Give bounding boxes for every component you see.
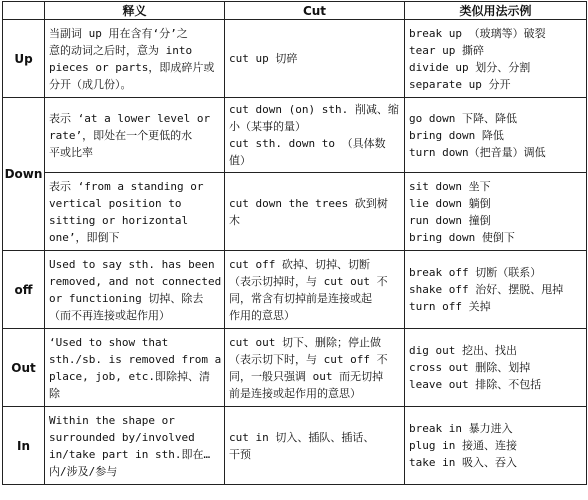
- meaning-line: sth./sb. is removed from a: [49, 352, 222, 366]
- similar-line: turn off 关掉: [409, 300, 491, 313]
- vocabulary-table-container: [2, 1, 586, 485]
- cut-line: （表示切掉时，与 cut out 不: [229, 274, 388, 288]
- meaning-line: pieces or parts，即成碎片或: [49, 60, 215, 74]
- cut-line: 值）: [229, 154, 251, 167]
- similar-line: take in 吸入、吞入: [409, 456, 517, 469]
- similar-line: dig out 挖出、找出: [409, 344, 517, 357]
- similar-line: break in 暴力进入: [409, 422, 513, 435]
- particle-off: off: [3, 251, 45, 329]
- cut-cell-up: [225, 20, 405, 98]
- meaning-line: 内/涉及/参与: [49, 464, 118, 478]
- row-down-1: [3, 98, 587, 173]
- meaning-cell-out: [45, 329, 225, 407]
- meaning-cell-down-2: [45, 173, 225, 251]
- header-similar: 类似用法示例: [405, 2, 587, 20]
- similar-cell-off: [405, 251, 587, 329]
- similar-line: separate up 分开: [409, 77, 511, 91]
- row-up: [3, 20, 587, 98]
- meaning-line: Used to say sth. has been: [49, 257, 215, 271]
- meaning-line: in/take part in sth.即在…: [49, 447, 211, 461]
- meaning-line: rate’，即处在一个更低的水: [49, 128, 193, 142]
- meaning-line: ‘Used to show that: [49, 335, 169, 349]
- similar-cell-out: [405, 329, 587, 407]
- similar-line: tear up 撕碎: [409, 43, 484, 57]
- row-in: [3, 407, 587, 485]
- similar-line: break off 切断（联系）: [409, 266, 542, 279]
- cut-line: 作用的意思）: [229, 308, 295, 322]
- similar-line: go down 下降、降低: [409, 111, 517, 125]
- meaning-line: 当副词 up 用在含有‘分’之: [49, 26, 188, 40]
- particle-up: Up: [3, 20, 45, 98]
- similar-line: run down 撞倒: [409, 213, 491, 227]
- row-off: [3, 251, 587, 329]
- cut-line: 木: [229, 213, 240, 227]
- similar-line: lie down 躺倒: [409, 196, 491, 210]
- cut-line: （表示切下时，与 cut off 不: [229, 352, 388, 366]
- similar-line: plug in 接通、连接: [409, 439, 517, 452]
- similar-line: sit down 坐下: [409, 179, 491, 193]
- meaning-line: 表示 ‘at a lower level or: [49, 111, 211, 125]
- cut-line: cut down the trees 砍到树: [229, 196, 388, 210]
- similar-cell-down-1: [405, 98, 587, 173]
- meaning-cell-off: [45, 251, 225, 329]
- meaning-line: 除: [49, 386, 60, 400]
- meaning-line: 分开（成几份）。: [49, 77, 132, 91]
- meaning-line: 表示 ‘from a standing or: [49, 179, 204, 193]
- meaning-line: surrounded by/involved: [49, 430, 195, 444]
- similar-line: turn down（把音量）调低: [409, 145, 546, 159]
- row-out: [3, 329, 587, 407]
- meaning-cell-up: [45, 20, 225, 98]
- meaning-line: removed, and not connected: [49, 274, 222, 288]
- cut-cell-down-1: [225, 98, 405, 173]
- meaning-line: （而不再连接或起作用）: [49, 308, 170, 322]
- cut-line: cut off 砍掉、切掉、切断: [229, 257, 370, 271]
- meaning-line: 意的动词之后时，意为 into: [49, 43, 193, 57]
- row-down-2: [3, 173, 587, 251]
- cut-line: cut in 切入、插队、插话、: [229, 430, 375, 444]
- cut-line: 同，常含有切掉前是连接或起: [229, 291, 372, 305]
- cut-line: 干预: [229, 447, 251, 461]
- cut-line: cut up 切碎: [229, 52, 298, 65]
- cut-line: 小（某事的量）: [229, 120, 306, 133]
- meaning-line: sitting or horizontal: [49, 213, 189, 227]
- similar-cell-up: [405, 20, 587, 98]
- cut-cell-off: [225, 251, 405, 329]
- meaning-line: vertical position to: [49, 196, 182, 210]
- cut-cell-out: [225, 329, 405, 407]
- meaning-line: place, job, etc.即除掉、清: [49, 369, 210, 383]
- header-row: [3, 2, 587, 20]
- meaning-line: one’，即倒下: [49, 230, 120, 244]
- similar-line: break up （玻璃等）破裂: [409, 26, 546, 40]
- cut-line: cut sth. down to （具体数: [229, 137, 386, 150]
- similar-line: leave out 排除、不包括: [409, 378, 542, 391]
- cut-cell-in: [225, 407, 405, 485]
- cut-line: cut down (on) sth. 削减、缩: [229, 103, 399, 116]
- similar-line: cross out 删除、划掉: [409, 361, 531, 374]
- cut-line: 前是连接或起作用的意思）: [229, 386, 361, 400]
- meaning-cell-in: [45, 407, 225, 485]
- phrasal-verb-table: [2, 1, 587, 485]
- similar-line: bring down 降低: [409, 128, 504, 142]
- meaning-line: Within the shape or: [49, 413, 175, 427]
- header-cut: Cut: [225, 2, 405, 20]
- meaning-cell-down-1: [45, 98, 225, 173]
- similar-cell-in: [405, 407, 587, 485]
- header-word: [3, 2, 45, 20]
- cut-line: 同，一般只强调 out 而无切掉: [229, 369, 384, 383]
- particle-down: Down: [3, 98, 45, 251]
- similar-line: bring down 使倒下: [409, 230, 515, 244]
- meaning-line: or functioning 切掉、除去: [49, 291, 204, 305]
- cut-cell-down-2: [225, 173, 405, 251]
- cut-line: cut out 切下、删除；停止做: [229, 335, 381, 349]
- similar-line: shake off 治好、摆脱、甩掉: [409, 283, 564, 296]
- similar-cell-down-2: [405, 173, 587, 251]
- header-meaning: 释义: [45, 2, 225, 20]
- meaning-line: 平或比率: [49, 145, 93, 159]
- similar-line: divide up 划分、分割: [409, 60, 531, 74]
- particle-out: Out: [3, 329, 45, 407]
- particle-in: In: [3, 407, 45, 485]
